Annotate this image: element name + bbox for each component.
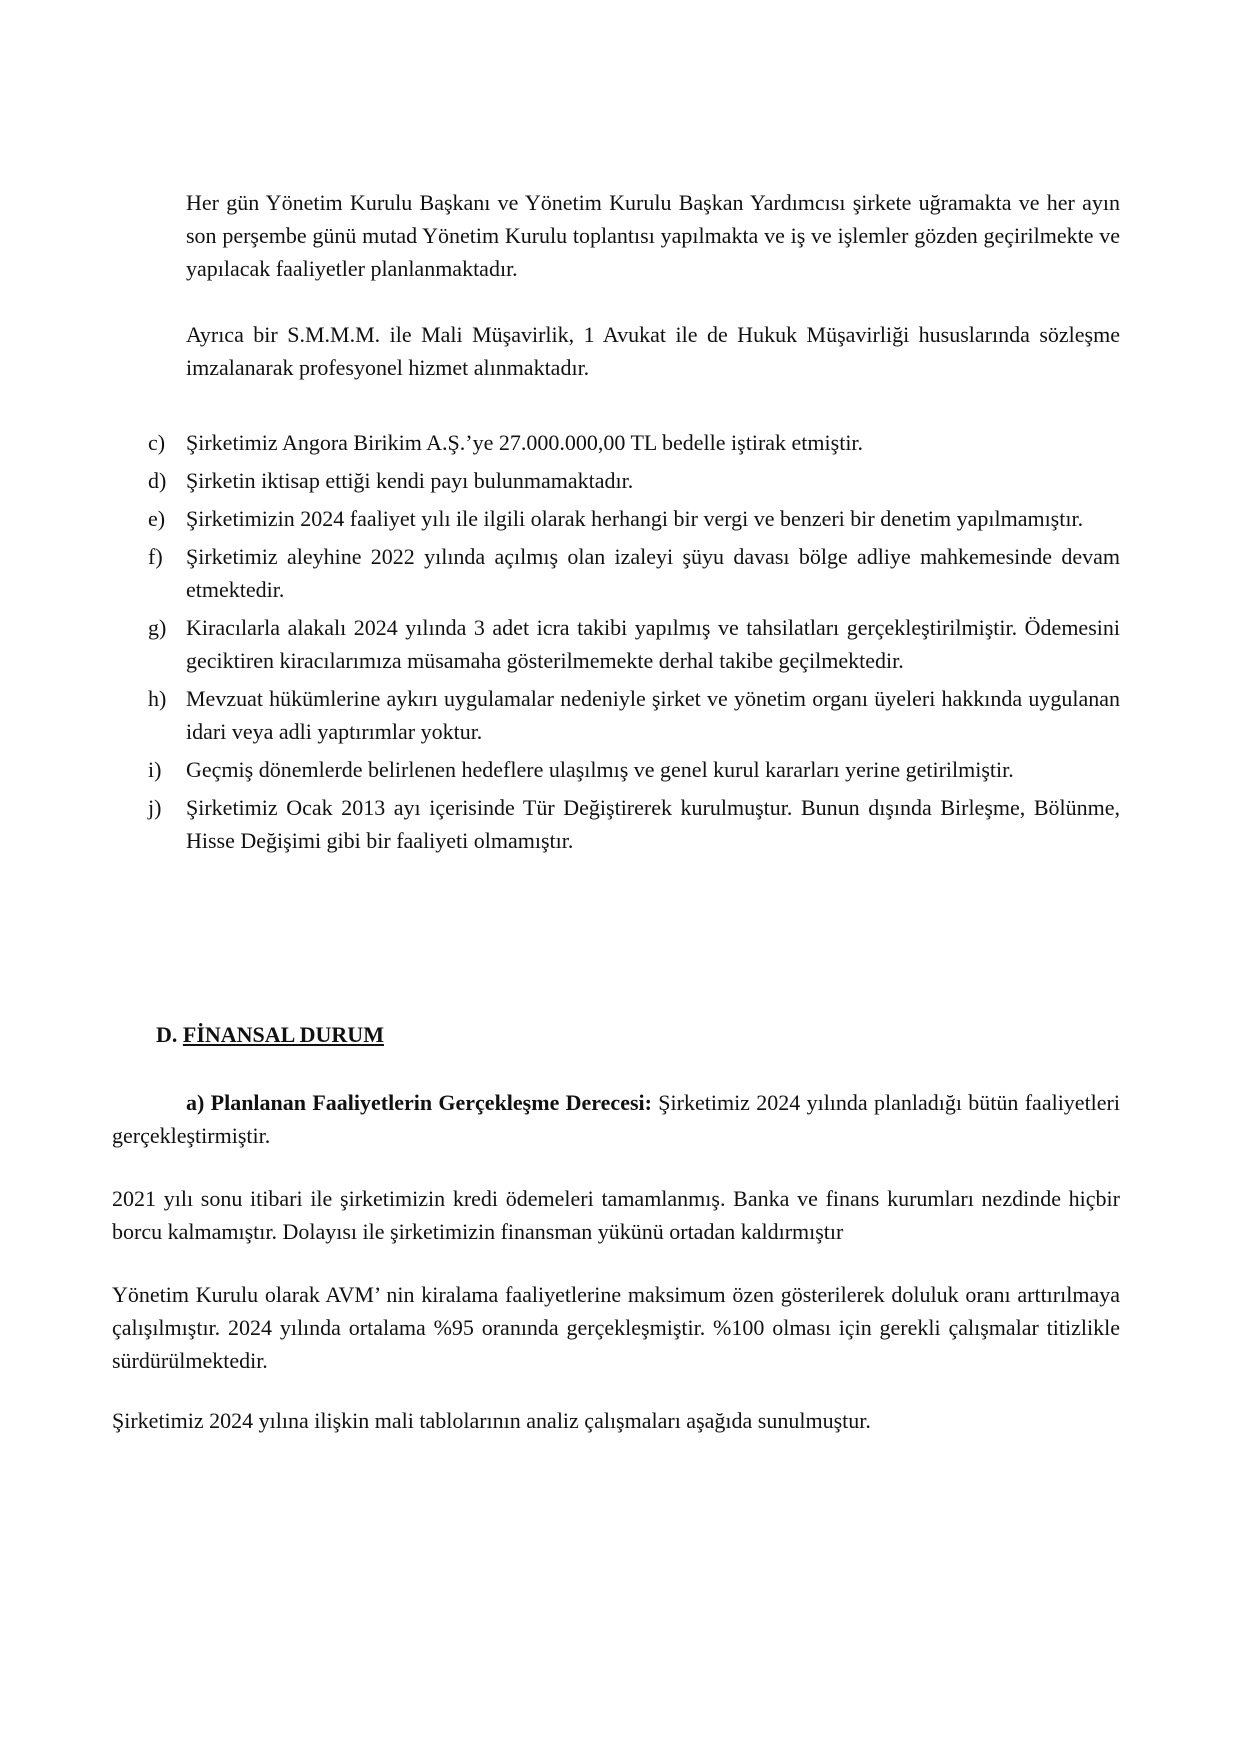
list-item — [148, 540, 1120, 606]
list-marker: g) — [148, 615, 167, 640]
list-marker: i) — [148, 757, 162, 782]
finance-paragraph-2: Yönetim Kurulu olarak AVM’ nin kiralama faaliyetlerine maksimum özen gösterilerek doluluk oranı arttırılmaya çalışılmıştır. 2024 yılında ortalama %95 oranında gerçekleşmiştir. %100 olması için gerekli çalışmalar titizlikle sürdürülmektedir. — [112, 1282, 1120, 1373]
finance-subheading-text: Şirketimiz 2024 yılında planladığı bütün faaliyetleri gerçekleştirmiştir. — [112, 1090, 1120, 1148]
list-item — [148, 426, 1120, 459]
list-marker: h) — [148, 686, 167, 711]
list-item — [148, 502, 1120, 535]
list-item — [148, 791, 1120, 857]
list-marker: f) — [148, 544, 163, 569]
item-list — [148, 426, 1120, 862]
list-marker: d) — [148, 468, 167, 493]
list-text: Mevzuat hükümlerine aykırı uygulamalar nedeniyle şirket ve yönetim organı üyeleri hakkında uygulanan idari veya adli yaptırımlar yoktur. — [186, 686, 1120, 744]
finance-paragraph-3: Şirketimiz 2024 yılına ilişkin mali tablolarının analiz çalışmaları aşağıda sunulmuştur. — [112, 1408, 871, 1433]
list-item — [148, 464, 1120, 497]
section-title: FİNANSAL DURUM — [182, 1022, 384, 1047]
list-item — [148, 611, 1120, 677]
section-heading — [156, 1018, 384, 1051]
list-text: Kiracılarla alakalı 2024 yılında 3 adet icra takibi yapılmış ve tahsilatları gerçekleştirilmiştir. Ödemesini geciktiren kiracılarımıza müsamaha gösterilmemekte derhal takibe geçilmektedir. — [186, 615, 1120, 673]
list-marker: j) — [148, 795, 162, 820]
list-marker: e) — [148, 506, 166, 531]
list-text: Şirketimizin 2024 faaliyet yılı ile ilgili olarak herhangi bir vergi ve benzeri bir denetim yapılmamıştır. — [186, 506, 1084, 531]
intro-paragraph-2: Ayrıca bir S.M.M.M. ile Mali Müşavirlik, 1 Avukat ile de Hukuk Müşavirliği hususlarında sözleşme imzalanarak profesyonel hizmet alınmaktadır. — [186, 322, 1120, 380]
list-item — [148, 753, 1120, 786]
list-text: Şirketimiz Angora Birikim A.Ş.’ye 27.000.000,00 TL bedelle iştirak etmiştir. — [186, 430, 864, 455]
list-text: Şirketimiz aleyhine 2022 yılında açılmış olan izaleyi şüyu davası bölge adliye mahkemesinde devam etmektedir. — [186, 544, 1120, 602]
list-item — [148, 682, 1120, 748]
list-marker: c) — [148, 430, 166, 455]
list-text: Geçmiş dönemlerde belirlenen hedeflere ulaşılmış ve genel kurul kararları yerine getirilmiştir. — [186, 757, 1014, 782]
list-text: Şirketin iktisap ettiği kendi payı bulunmamaktadır. — [186, 468, 634, 493]
finance-paragraph-1: 2021 yılı sonu itibari ile şirketimizin kredi ödemeleri tamamlanmış. Banka ve finans kurumları nezdinde hiçbir borcu kalmamıştır. Dolayısı ile şirketimizin finansman yükünü ortadan kaldırmıştır — [112, 1186, 1120, 1244]
finance-subheading: a) Planlanan Faaliyetlerin Gerçekleşme Derecesi: — [186, 1090, 652, 1115]
finance-subsection — [112, 1086, 1120, 1152]
list-text: Şirketimiz Ocak 2013 ayı içerisinde Tür Değiştirerek kurulmuştur. Bunun dışında Birleşme, Bölünme, Hisse Değişimi gibi bir faaliyeti olmamıştır. — [186, 795, 1120, 853]
section-number: D. — [156, 1022, 178, 1047]
intro-paragraph-1: Her gün Yönetim Kurulu Başkanı ve Yönetim Kurulu Başkan Yardımcısı şirkete uğramakta ve her ayın son perşembe günü mutad Yönetim Kurulu toplantısı yapılmakta ve iş ve işlemler gözden geçirilmekte ve yapılacak faaliyetler planlanmaktadır. — [186, 190, 1120, 281]
